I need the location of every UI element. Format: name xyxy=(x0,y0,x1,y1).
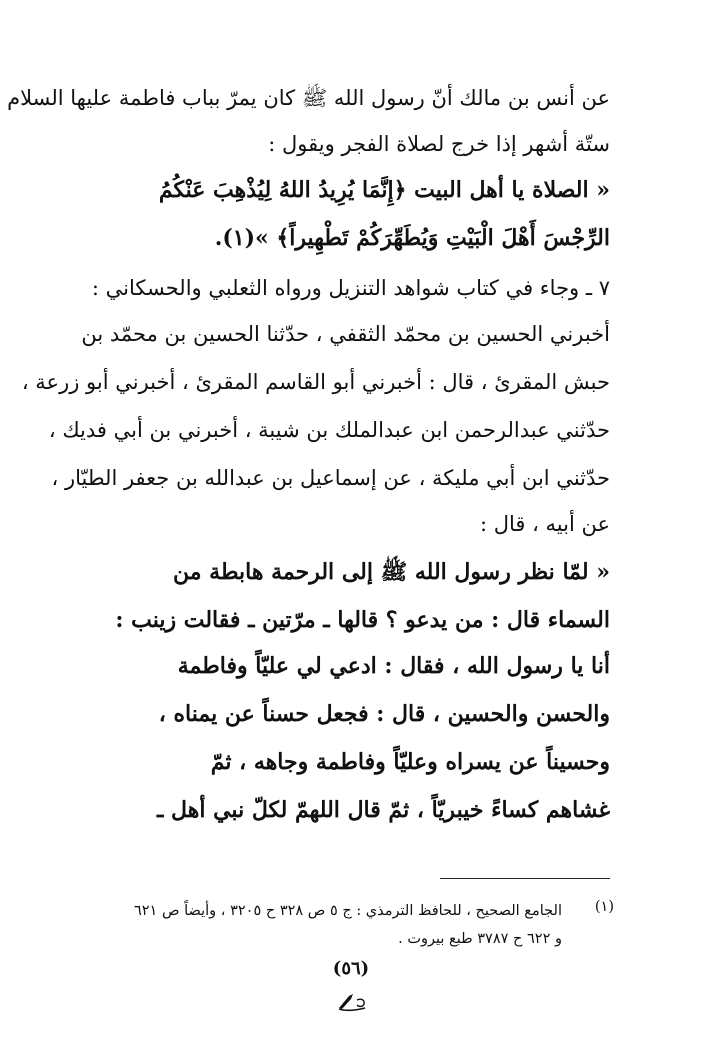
hadith-line-2: السماء قال : من يدعو ؟ قالها ـ مرّتين ـ فقالت زينب : xyxy=(115,607,610,633)
body-line-7: حبش المقرئ ، قال : أخبرني أبو القاسم المقرئ ، أخبرني أبو زرعة ، xyxy=(21,370,610,394)
body-line-1: عن أنس بن مالك أنّ رسول الله ﷺ كان يمرّ بباب فاطمة عليها السلام xyxy=(7,86,610,110)
hadith-line-5: وحسيناً عن يسراه وعليّاً وفاطمة وجاهه ، ثمّ xyxy=(210,749,610,775)
page-number: (٥٦) xyxy=(332,958,370,979)
hadith-line-6: غشاهم كساءً خيبريّاً ، ثمّ قال اللهمّ لكلّ نبي أهل ـ xyxy=(156,797,610,823)
footnote-separator xyxy=(440,878,610,879)
quran-verse-line-2: الرِّجْسَ أَهْلَ الْبَيْتِ وَيُطَهِّرَكُمْ تَطْهِيراً﴾ »(١). xyxy=(214,225,610,251)
section-heading-7: ٧ ـ وجاء في كتاب شواهد التنزيل ورواه الثعلبي والحسكاني : xyxy=(91,276,610,300)
footnote-line-1: الجامع الصحيح ، للحافظ الترمذي : ج ٥ ص ٣٢٨ ح ٣٢٠٥ ، وأيضاً ص ٦٢١ xyxy=(133,903,562,919)
body-line-10: عن أبيه ، قال : xyxy=(479,512,610,536)
footnote-number: (١) xyxy=(594,899,614,915)
hadith-line-3: أنا يا رسول الله ، فقال : ادعي لي عليّاً وفاطمة xyxy=(177,653,610,679)
body-line-9: حدّثني ابن أبي مليكة ، عن إسماعيل بن عبدالله بن جعفر الطيّار ، xyxy=(51,466,610,490)
body-line-2: ستّة أشهر إذا خرج لصلاة الفجر ويقول : xyxy=(268,132,610,156)
quran-verse-line-1: « الصلاة يا أهل البيت ﴿إِنَّمَا يُرِيدُ اللهُ لِيُذْهِبَ عَنْكُمُ xyxy=(158,177,610,203)
body-line-6: أخبرني الحسين بن محمّد الثقفي ، حدّثنا الحسين بن محمّد بن xyxy=(81,322,610,346)
body-line-8: حدّثني عبدالرحمن ابن عبدالملك بن شيبة ، أخبرني بن أبي فديك ، xyxy=(48,418,610,442)
footnote-line-2: و ٦٢٢ ح ٣٧٨٧ طبع بيروت . xyxy=(398,931,562,947)
hadith-line-1: « لمّا نظر رسول الله ﷺ إلى الرحمة هابطة من xyxy=(172,559,610,585)
pen-ornament-icon xyxy=(335,990,369,1012)
hadith-line-4: والحسن والحسين ، قال : فجعل حسناً عن يمناه ، xyxy=(158,701,610,727)
